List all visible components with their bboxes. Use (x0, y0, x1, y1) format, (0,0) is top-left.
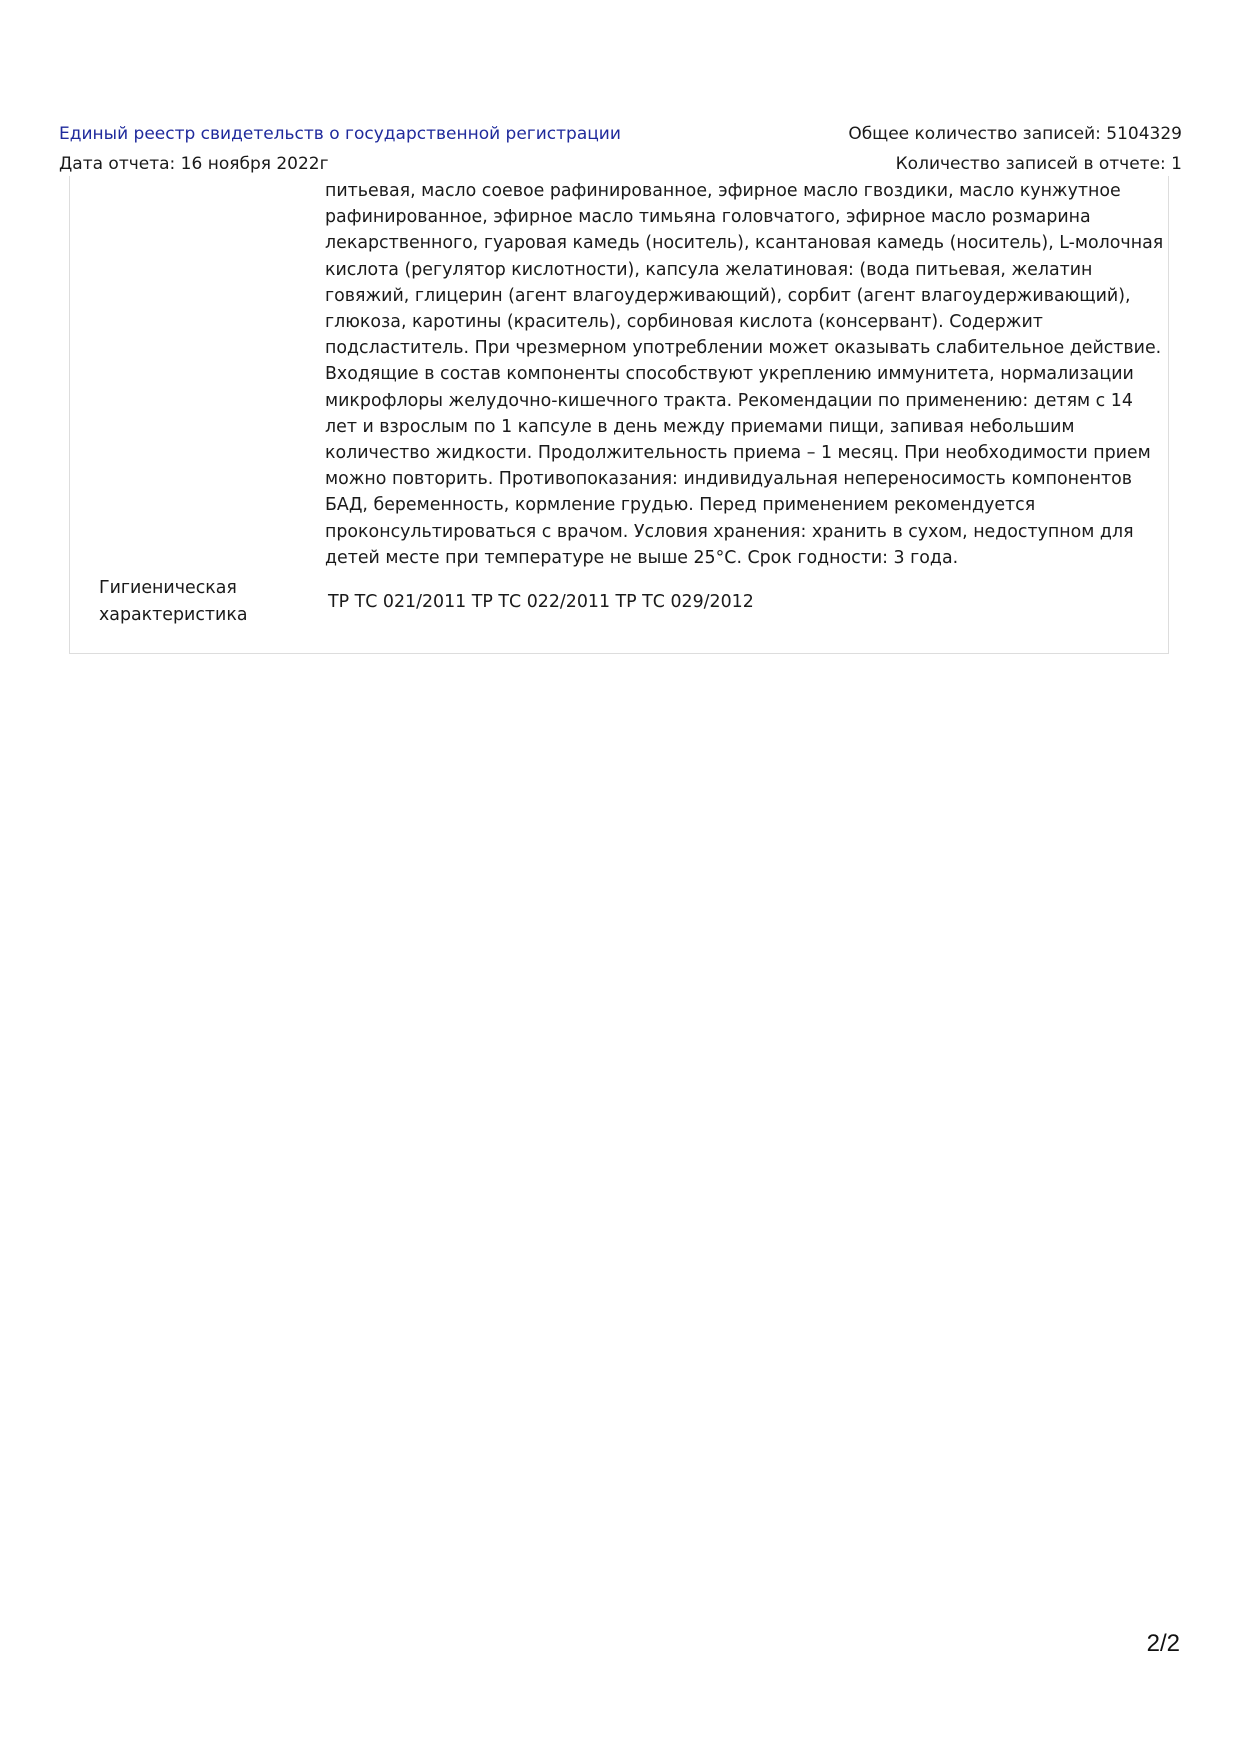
records-in-report-count: Количество записей в отчете: 1 (895, 154, 1182, 174)
hygienic-characteristic-value: ТР ТС 021/2011 ТР ТС 022/2011 ТР ТС 029/2012 (328, 592, 754, 612)
registry-title: Единый реестр свидетельств о государственной регистрации (59, 124, 621, 144)
composition-text: питьевая, масло соевое рафинированное, эфирное масло гвоздики, масло кунжутное рафинированное, эфирное масло тимьяна головчатого, эфирное масло розмарина лекарственного, гуаровая камедь (носитель), ксантановая камедь (носитель), L-молочная кислота (регулятор кислотности), капсула желатиновая: (вода питьевая, желатин говяжий, глицерин (агент влагоудерживающий), сорбит (агент влагоудерживающий), глюкоза, каротины (краситель), сорбиновая кислота (консервант). Содержит подсластитель. При чрезмерном употреблении может оказывать слабительное действие. Входящие в состав компоненты способствуют укреплению иммунитета, нормализации микрофлоры желудочно-кишечного тракта. Рекомендации по применению: детям с 14 лет и взрослым по 1 капсуле в день между приемами пищи, запивая небольшим количество жидкости. Продолжительность приема – 1 месяц. При необходимости прием можно повторить. Противопоказания: индивидуальная непереносимость компонентов БАД, беременность, кормление грудью. Перед применением рекомендуется проконсультироваться с врачом. Условия хранения: хранить в сухом, недоступном для детей месте при температуре не выше 25°С. Срок годности: 3 года. (325, 181, 1164, 568)
hygienic-characteristic-label: Гигиеническая характеристика (99, 578, 248, 625)
page-number: 2/2 (1146, 1630, 1180, 1657)
report-date: Дата отчета: 16 ноября 2022г (59, 154, 329, 174)
total-records-count: Общее количество записей: 5104329 (848, 124, 1182, 144)
record-card (69, 176, 1169, 654)
